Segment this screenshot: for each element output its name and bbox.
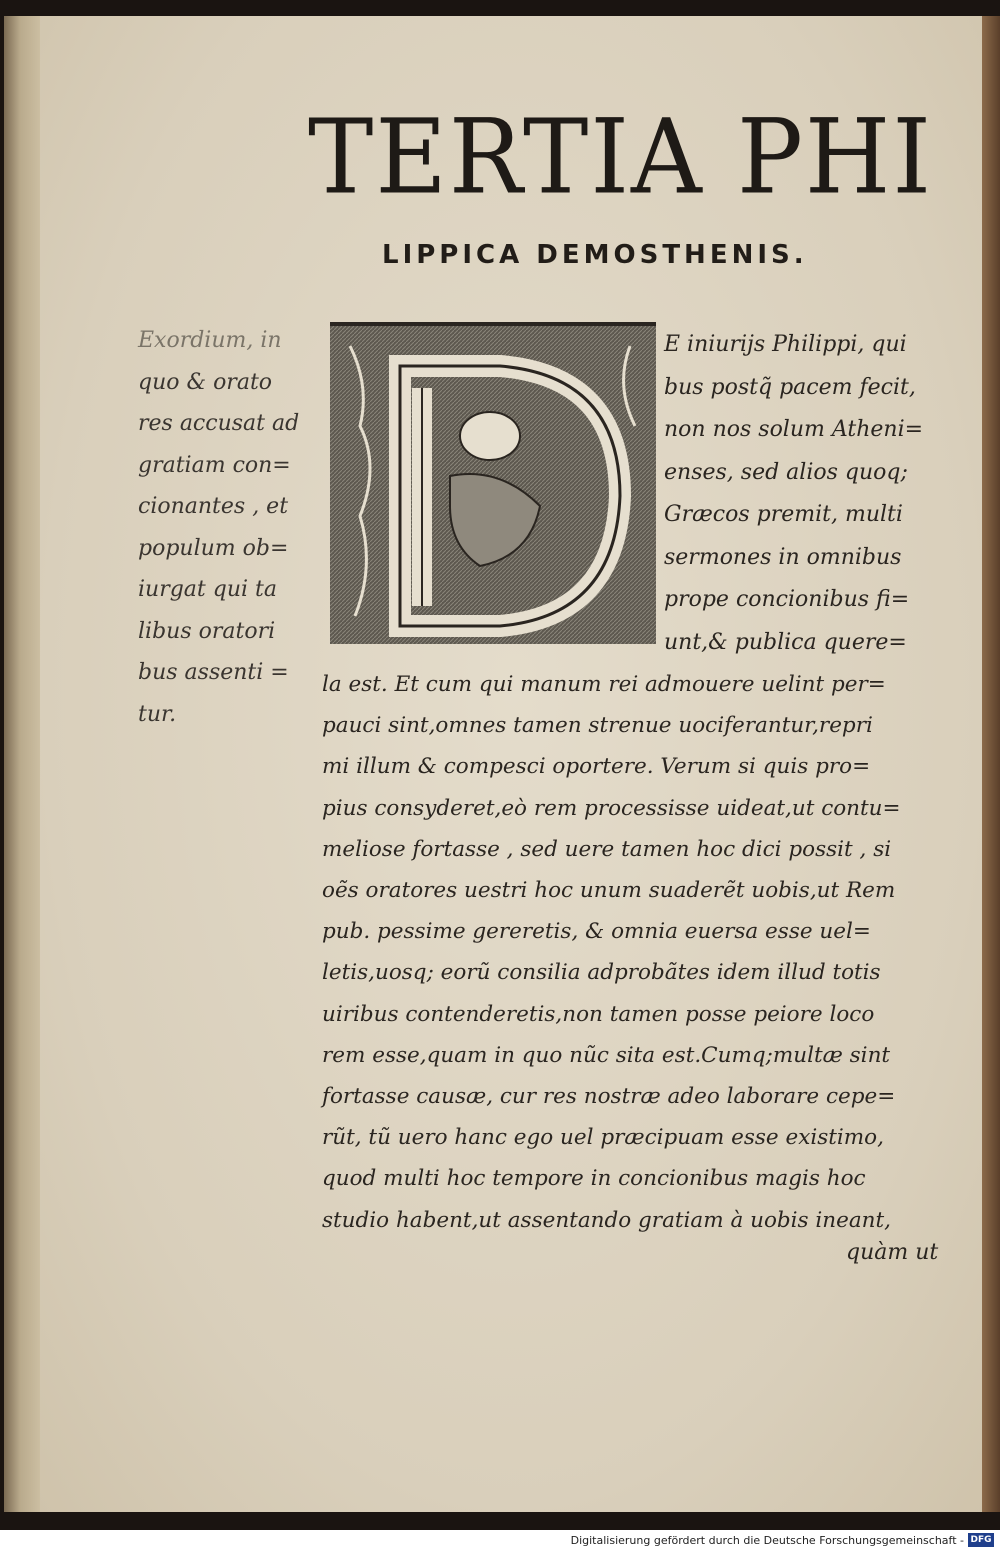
body-line: rũt, tũ uero hanc ego uel præcipuam esse existimo, (322, 1125, 884, 1151)
funding-credit: Digitalisierung gefördert durch die Deutsche Forschungsgemeinschaft - (570, 1534, 964, 1547)
digitization-footer (0, 1530, 1000, 1552)
catchword: quàm ut (846, 1240, 939, 1265)
body-line: fortasse causæ, cur res nostræ adeo laborare cepe= (322, 1084, 896, 1110)
body-line: non nos solum Atheni= (664, 417, 924, 442)
dfg-logo-icon: DFG (968, 1533, 994, 1547)
body-line: la est. Et cum qui manum rei admouere uelint per= (322, 672, 886, 697)
page-edge-right (982, 16, 1000, 1512)
marginal-note-line: cionantes , et (138, 494, 289, 519)
body-line: oẽs oratores uestri hoc unum suaderẽt uobis,ut Rem (322, 878, 896, 904)
marginal-note-line: quo & orato (138, 369, 273, 395)
page-title: TERTIA PHI (308, 97, 934, 218)
woodcut-ornament-icon (330, 326, 656, 644)
body-line: quod multi hoc tempore in concionibus magis hoc (322, 1166, 866, 1192)
marginal-note-line: res accusat ad (138, 411, 300, 436)
decorated-initial-d (330, 322, 656, 644)
body-line: Græcos premit, multi (664, 502, 903, 527)
marginal-note-line: libus oratori (138, 618, 276, 644)
marginal-note-line: iurgat qui ta (138, 577, 277, 602)
page-subtitle: LIPPICA DEMOSTHENIS. (382, 240, 808, 270)
body-line: studio habent,ut assentando gratiam à uobis ineant, (322, 1207, 891, 1233)
body-line: prope concionibus fi= (664, 587, 910, 612)
body-line: E iniurijs Philippi, qui (664, 332, 907, 357)
body-line: rem esse,quam in quo nũc sita est.Cumq;multæ sint (322, 1042, 891, 1068)
marginal-note-line: gratiam con= (138, 452, 291, 478)
marginal-note-line: populum ob= (138, 535, 289, 561)
body-line: bus postq̃ pacem fecit, (664, 374, 916, 400)
body-line: pauci sint,omnes tamen strenue uociferantur,repri (322, 713, 873, 739)
body-line: enses, sed alios quoq; (664, 459, 908, 485)
body-line: unt,& publica quere= (664, 629, 907, 655)
body-line: mi illum & compesci oportere. Verum si quis pro= (322, 754, 871, 780)
body-line: uiribus contenderetis,non tamen posse peiore loco (322, 1001, 875, 1027)
body-line: pius consyderet,eò rem processisse uideat,ut contu= (322, 795, 901, 821)
page-edge-left (4, 16, 44, 1512)
marginal-note-line: bus assenti = (138, 660, 289, 685)
body-line: pub. pessime gereretis, & omnia euersa esse uel= (322, 919, 871, 945)
body-line: letis,uosq; eorũ consilia adprobãtes idem illud totis (322, 960, 881, 986)
marginal-note-line: Exordium, in (138, 328, 282, 353)
body-line: sermones in omnibus (664, 544, 902, 570)
body-line: meliose fortasse , sed uere tamen hoc dici possit , si (322, 836, 892, 862)
body-text-beside-initial (664, 324, 954, 664)
marginal-note (138, 320, 316, 735)
marginal-note-line: tur. (138, 701, 177, 727)
body-text-main (322, 664, 952, 1241)
